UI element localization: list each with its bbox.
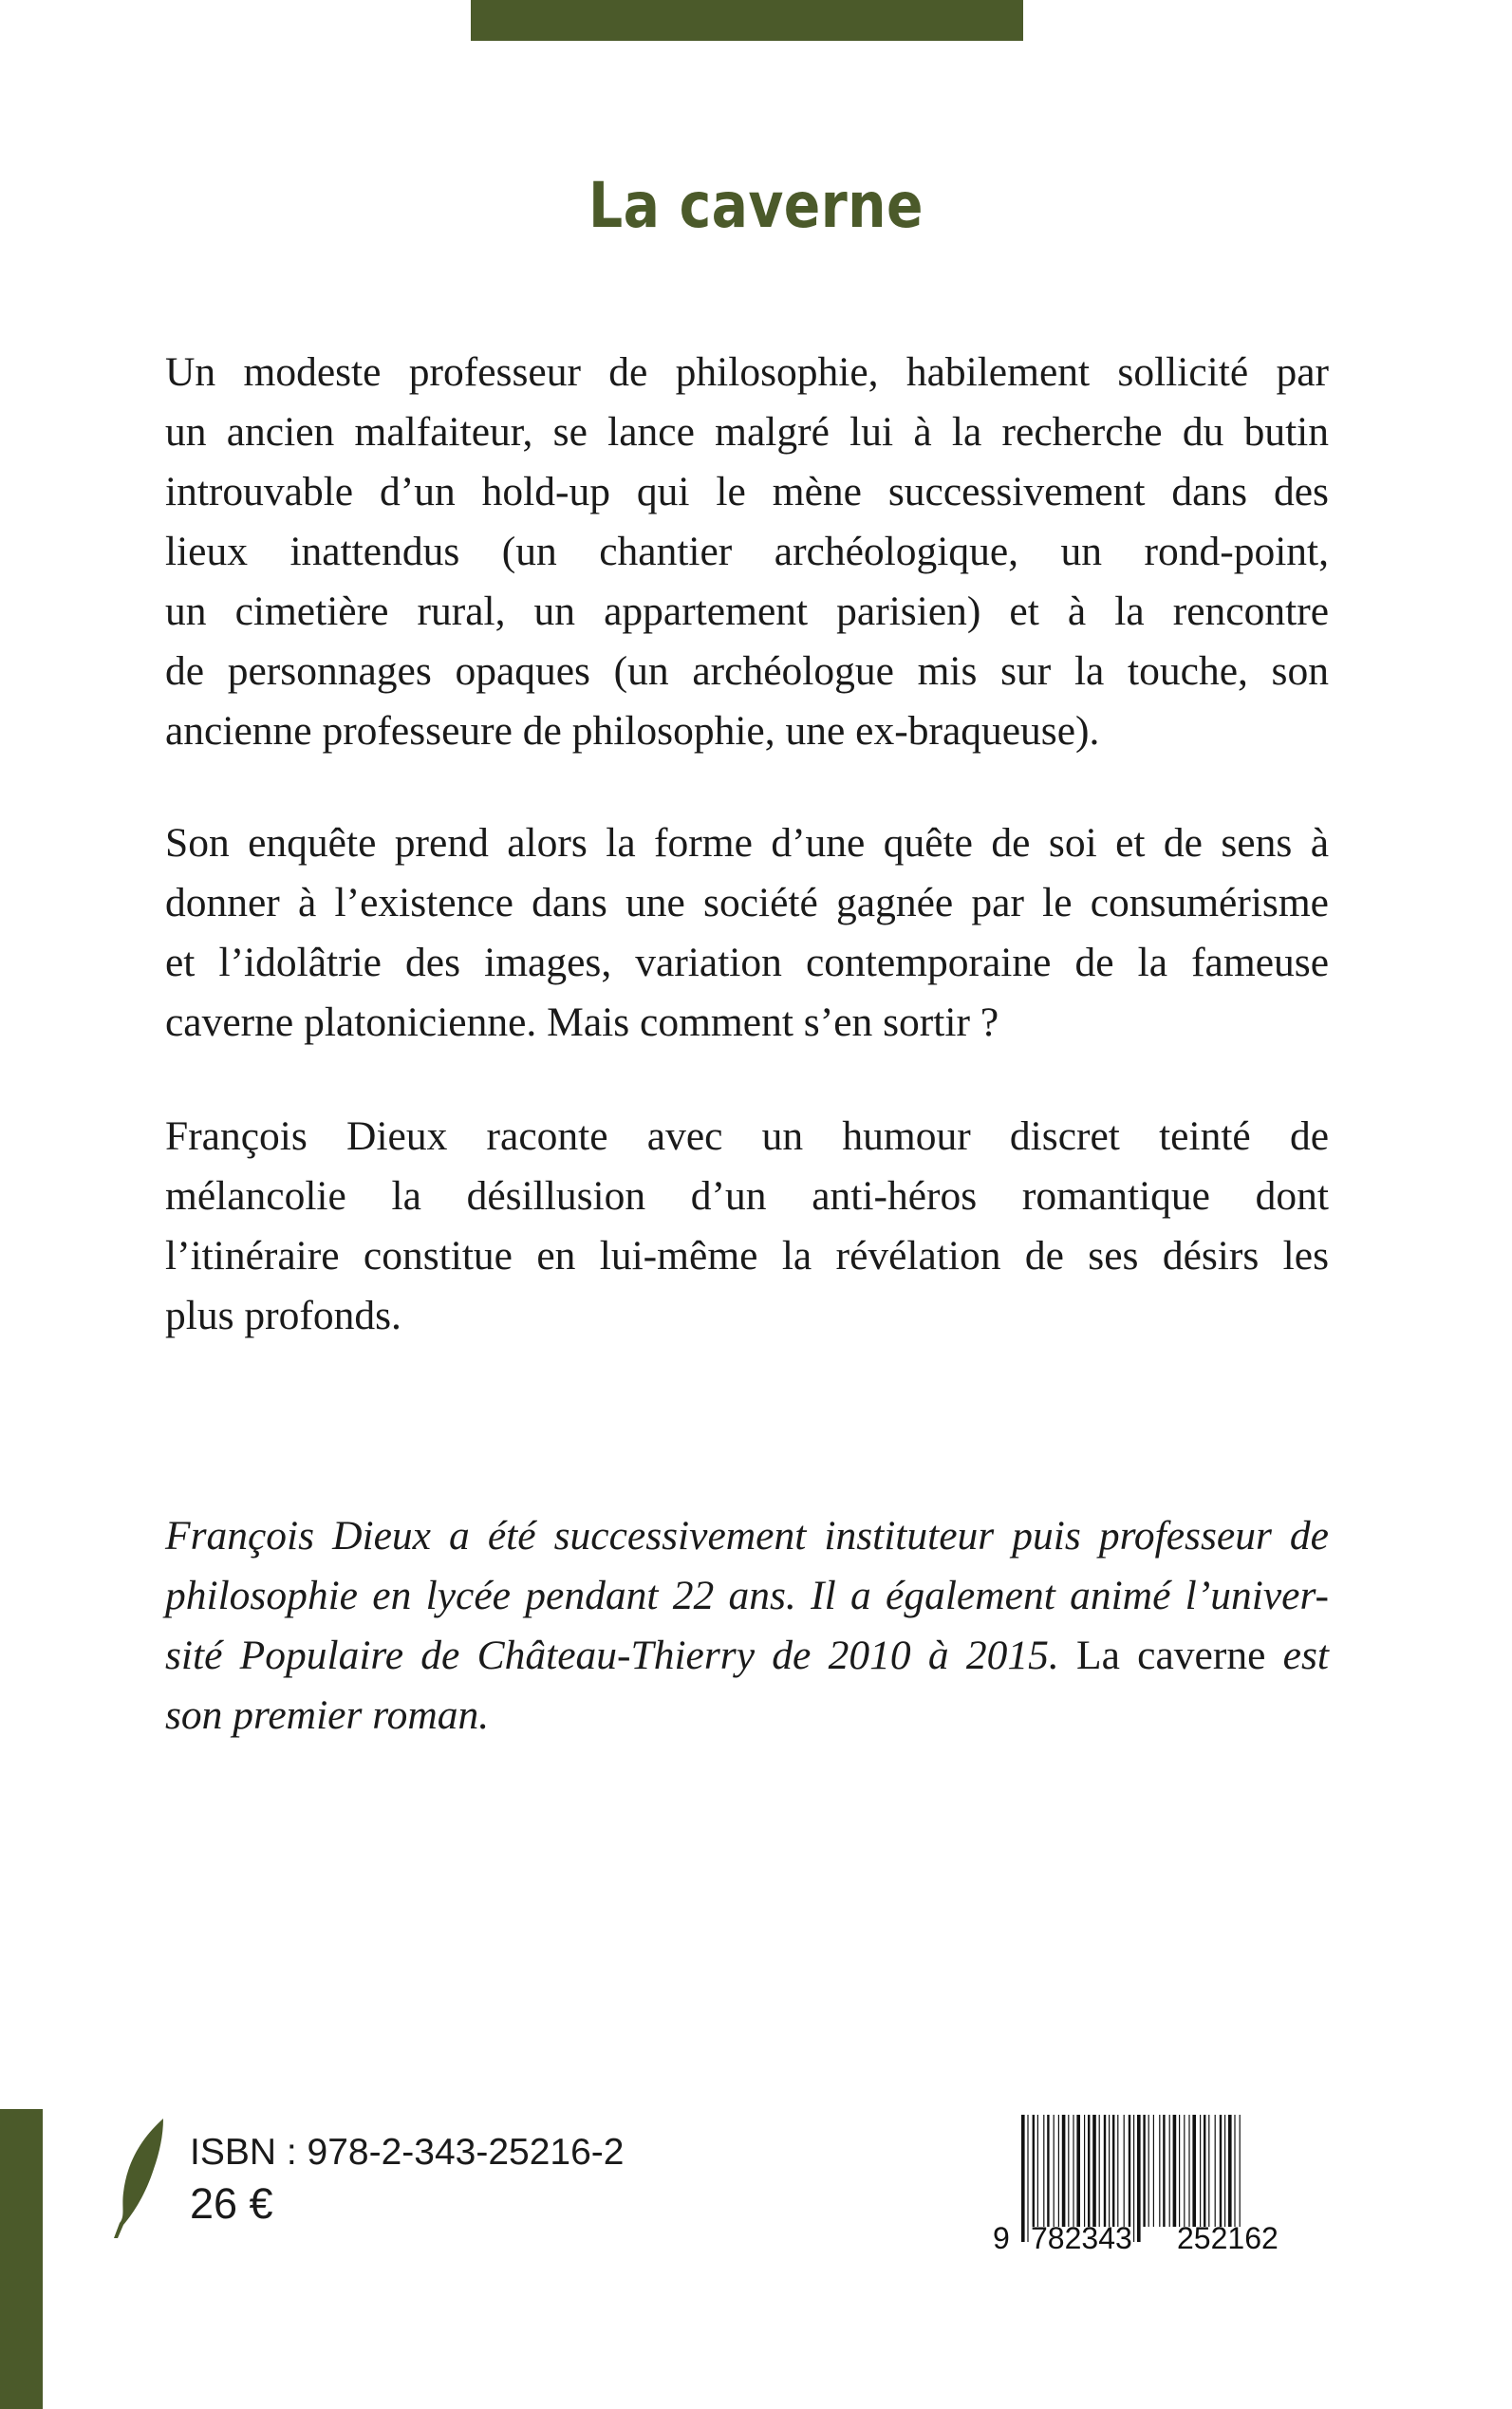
barcode-first-digit: 9 [993,2221,1010,2255]
text-line: un cimetière rural, un appartement parisien) et à la rencontre [165,588,1329,634]
barcode-bar [1169,2115,1170,2227]
barcode-bar [1099,2115,1100,2227]
barcode-bar [1163,2115,1165,2227]
text-line: l’itinéraire constitue en lui-même la révélation de ses désirs les [165,1233,1329,1279]
text-line: mélancolie la désillusion d’un anti-héros romantique dont [165,1173,1329,1219]
barcode-bar [1224,2115,1225,2227]
barcode-bar [1192,2115,1196,2227]
blurb-paragraph-2 [165,813,1329,1053]
barcode-bar [1062,2115,1066,2227]
book-title: La caverne [588,169,924,242]
text-line: ancienne professeure de philosophie, une ex-braqueuse). [165,708,1100,754]
barcode [993,2111,1327,2282]
barcode-bar [1159,2115,1160,2227]
barcode-bar [1173,2115,1177,2227]
book-title-inline: La caverne [1058,1633,1283,1678]
barcode-bar [1133,2115,1134,2242]
text-line: caverne platonicienne. Mais comment s’en sortir ? [165,999,999,1045]
text-line: un ancien malfaiteur, se lance malgré lui à la recherche du butin [165,409,1329,455]
text-line: Un modeste professeur de philosophie, habilement sollicité par [165,349,1329,395]
barcode-bar [1068,2115,1069,2227]
barcode-bar [1047,2115,1049,2227]
barcode-left-group: 782343 [1031,2221,1132,2255]
bio-line-end: est [1282,1633,1329,1678]
barcode-bar [1143,2115,1145,2227]
barcode-bar [1033,2115,1035,2227]
barcode-bar [1124,2115,1125,2227]
barcode-bar [1148,2115,1149,2227]
barcode-bar [1076,2115,1080,2227]
barcode-bar [1220,2115,1222,2227]
bio-line: François Dieux a été successivement instituteur puis professeur de [165,1513,1329,1559]
barcode-bar [1204,2115,1205,2227]
barcode-bar [1117,2115,1118,2227]
barcode-bar [1043,2115,1044,2227]
bio-line-italic: sité Populaire de Château-Thierry de 2010 à 2015. [165,1633,1059,1678]
blurb-paragraph-1 [165,343,1329,761]
barcode-bar [1228,2115,1232,2227]
barcode-bar [1184,2115,1185,2227]
blurb-paragraph-3 [165,1107,1329,1346]
bio-line: philosophie en lycée pendant 22 ans. Il a également animé l’univer- [165,1573,1329,1618]
barcode-bar [1215,2115,1216,2227]
barcode-bar [1234,2115,1235,2227]
price-label: 26 € [190,2179,273,2228]
barcode-bar [1200,2115,1201,2227]
text-line: de personnages opaques (un archéologue mis sur la touche, son [165,648,1329,694]
barcode-bar [1188,2115,1189,2227]
barcode-bar [1084,2115,1085,2227]
barcode-bar [1208,2115,1209,2227]
text-line: Son enquête prend alors la forme d’une quête de soi et de sens à [165,820,1329,866]
text-line: lieux inattendus (un chantier archéologique, un rond-point, [165,529,1329,574]
barcode-bar [1027,2115,1028,2242]
barcode-bar [1153,2115,1154,2227]
text-line: plus profonds. [165,1293,401,1338]
author-bio [165,1506,1329,1746]
side-color-band [0,2109,43,2409]
top-color-band [471,0,1023,41]
barcode-bar [1109,2115,1110,2227]
barcode-bar [1179,2115,1180,2227]
barcode-bar [1021,2115,1025,2242]
barcode-bar [1137,2115,1141,2242]
barcode-bar [1129,2115,1130,2227]
text-line: François Dieux raconte avec un humour discret teinté de [165,1113,1329,1159]
barcode-bar [1054,2115,1055,2227]
barcode-bar [1104,2115,1106,2227]
barcode-right-group: 252162 [1177,2221,1279,2255]
bio-line [165,1626,1329,1686]
quill-logo-icon [106,2117,173,2240]
text-line: donner à l’existence dans une société gagnée par le consumérisme [165,880,1329,925]
barcode-bar [1240,2115,1241,2227]
barcode-bar [1088,2115,1090,2227]
barcode-bar [1112,2115,1114,2227]
bio-line: son premier roman. [165,1692,490,1738]
barcode-bar [1058,2115,1059,2227]
isbn-label: ISBN : 978-2-343-25216-2 [190,2132,625,2173]
text-line: et l’idolâtrie des images, variation contemporaine de la fameuse [165,940,1329,985]
text-line: introuvable d’un hold-up qui le mène successivement dans des [165,469,1329,514]
barcode-bar [1092,2115,1096,2227]
barcode-bar [1037,2115,1038,2227]
